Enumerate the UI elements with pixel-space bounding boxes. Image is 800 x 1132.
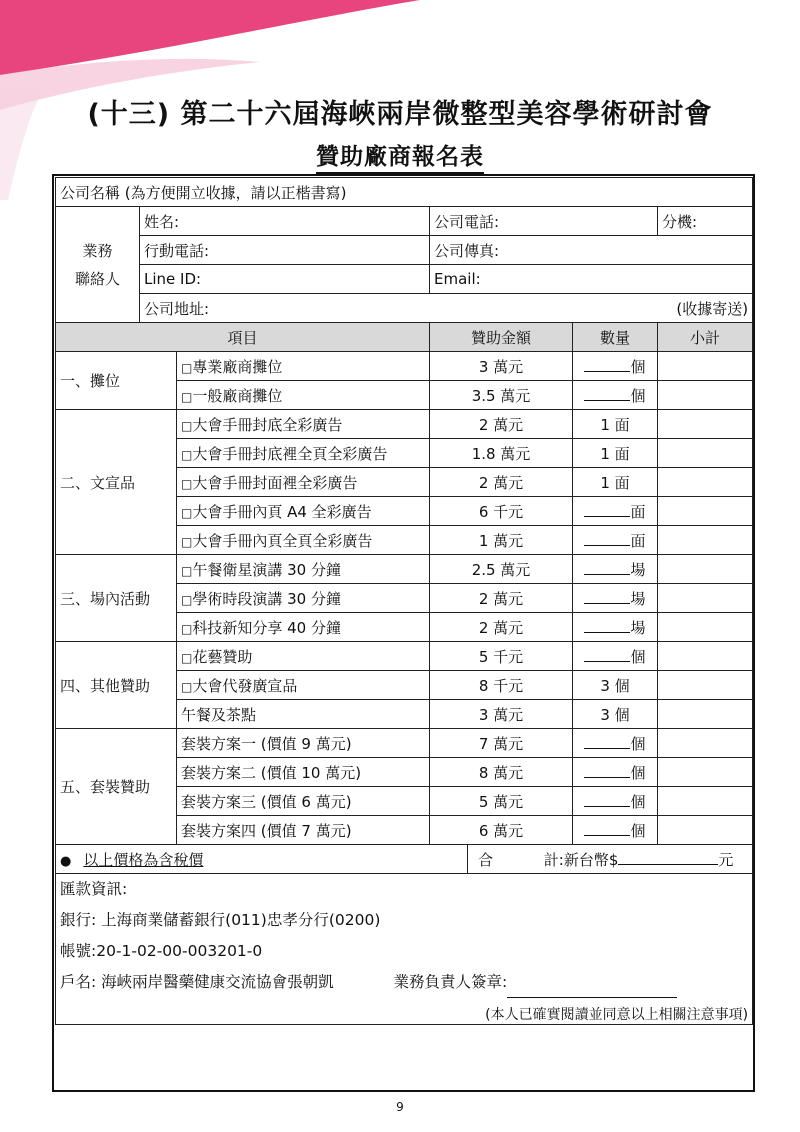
total-label-a: 合	[478, 850, 494, 869]
quantity-value: 1 面	[600, 444, 630, 463]
checkbox-icon[interactable]: □	[181, 679, 193, 694]
payment-bank: 銀行: 上海商業儲蓄銀行(011)忠孝分行(0200)	[60, 911, 381, 929]
subtitle-container	[0, 138, 800, 171]
item-row	[56, 642, 753, 671]
checkbox-icon[interactable]: □	[181, 418, 193, 433]
item-amount: 8 千元	[430, 671, 573, 700]
header-qty: 數量	[573, 323, 658, 352]
item-option[interactable]	[177, 526, 430, 555]
item-row	[56, 352, 753, 381]
contact-group-label	[56, 207, 140, 323]
item-subtotal[interactable]	[658, 381, 753, 410]
header-subtotal: 小計	[658, 323, 753, 352]
item-option[interactable]	[177, 729, 430, 758]
item-quantity	[573, 671, 658, 700]
payment-holder-line	[60, 967, 748, 998]
mobile-field[interactable]	[140, 236, 430, 265]
item-subtotal[interactable]	[658, 729, 753, 758]
quantity-value: 1 面	[600, 415, 630, 434]
item-option[interactable]	[177, 758, 430, 787]
item-subtotal[interactable]	[658, 671, 753, 700]
quantity-blank[interactable]	[584, 573, 630, 575]
email-label: Email:	[434, 270, 481, 288]
payment-info-cell	[56, 874, 753, 1025]
item-label: 一般廠商攤位	[192, 386, 283, 405]
quantity-blank[interactable]	[584, 834, 630, 836]
item-option[interactable]	[177, 787, 430, 816]
item-quantity[interactable]	[573, 526, 658, 555]
address-field[interactable]	[140, 294, 753, 323]
item-amount: 2 萬元	[430, 468, 573, 497]
checkbox-icon[interactable]: □	[181, 621, 193, 636]
item-option[interactable]	[177, 555, 430, 584]
item-amount: 2 萬元	[430, 613, 573, 642]
checkbox-icon[interactable]: □	[181, 447, 193, 462]
item-quantity[interactable]	[573, 497, 658, 526]
total-amount-blank[interactable]	[618, 864, 718, 865]
quantity-unit: 面	[630, 531, 646, 550]
item-amount: 3.5 萬元	[430, 381, 573, 410]
checkbox-icon[interactable]: □	[181, 563, 193, 578]
checkbox-icon[interactable]: □	[181, 650, 193, 665]
tax-note: 以上價格為含稅價	[83, 850, 204, 869]
item-quantity[interactable]	[573, 381, 658, 410]
item-quantity[interactable]	[573, 729, 658, 758]
item-label: 科技新知分享 40 分鐘	[192, 618, 341, 637]
item-label: 套裝方案二 (價值 10 萬元)	[181, 763, 362, 782]
quantity-unit: 場	[630, 618, 646, 637]
checkbox-icon[interactable]: □	[181, 592, 193, 607]
item-label: 午餐衛星演講 30 分鐘	[192, 560, 341, 579]
item-amount: 8 萬元	[430, 758, 573, 787]
item-label: 午餐及茶點	[181, 705, 257, 724]
item-subtotal[interactable]	[658, 439, 753, 468]
address-label: 公司地址:	[144, 299, 210, 318]
item-quantity[interactable]	[573, 613, 658, 642]
total-label-b: 計:新台幣$	[543, 850, 619, 869]
item-label: 套裝方案一 (價值 9 萬元)	[181, 734, 352, 753]
item-amount: 2 萬元	[430, 410, 573, 439]
item-row	[56, 729, 753, 758]
company-name-label: 公司名稱 (為方便開立收據，請以正楷書寫)	[60, 183, 347, 202]
item-option[interactable]	[177, 352, 430, 381]
items-header-row	[56, 323, 753, 352]
item-label: 學術時段演講 30 分鐘	[192, 589, 341, 608]
item-subtotal[interactable]	[658, 700, 753, 729]
item-option[interactable]	[177, 584, 430, 613]
company-phone-label: 公司電話:	[434, 212, 500, 231]
item-subtotal[interactable]	[658, 584, 753, 613]
item-subtotal[interactable]	[658, 468, 753, 497]
contact-label-line1: 業務	[82, 241, 113, 260]
item-quantity	[573, 439, 658, 468]
item-amount: 3 萬元	[430, 700, 573, 729]
item-option[interactable]	[177, 468, 430, 497]
item-amount: 5 千元	[430, 642, 573, 671]
quantity-blank[interactable]	[584, 515, 630, 517]
tax-note-cell	[56, 845, 468, 874]
company-name-field[interactable]	[56, 178, 753, 207]
company-phone-field[interactable]	[430, 207, 658, 236]
item-label: 花藝贊助	[192, 647, 253, 666]
quantity-blank[interactable]	[584, 660, 630, 662]
item-row	[56, 555, 753, 584]
item-quantity[interactable]	[573, 584, 658, 613]
item-subtotal[interactable]	[658, 352, 753, 381]
item-label: 套裝方案三 (價值 6 萬元)	[181, 792, 352, 811]
item-subtotal[interactable]	[658, 758, 753, 787]
quantity-unit: 個	[630, 357, 646, 376]
item-quantity[interactable]	[573, 555, 658, 584]
item-option[interactable]	[177, 642, 430, 671]
checkbox-icon[interactable]: □	[181, 476, 193, 491]
fax-field[interactable]	[430, 236, 753, 265]
checkbox-icon[interactable]: □	[181, 360, 193, 375]
consent-note: (本人已確實閱讀並同意以上相關注意事項)	[485, 1007, 749, 1023]
item-quantity[interactable]	[573, 642, 658, 671]
quantity-blank[interactable]	[584, 544, 630, 546]
quantity-unit: 個	[630, 647, 646, 666]
item-option[interactable]	[177, 613, 430, 642]
payment-account: 帳號:20-1-02-00-003201-0	[60, 942, 263, 960]
item-option[interactable]	[177, 816, 430, 845]
item-option[interactable]	[177, 671, 430, 700]
bullet-icon: ●	[60, 853, 72, 869]
page-number: 9	[396, 1100, 404, 1114]
name-label: 姓名:	[144, 212, 180, 231]
item-amount: 7 萬元	[430, 729, 573, 758]
quantity-unit: 個	[630, 734, 646, 753]
payment-holder: 戶名: 海峽兩岸醫藥健康交流協會張朝凱	[60, 973, 334, 991]
quantity-unit: 個	[630, 386, 646, 405]
item-label: 大會手冊內頁 A4 全彩廣告	[192, 502, 372, 521]
quantity-blank[interactable]	[584, 370, 630, 372]
item-amount: 1 萬元	[430, 526, 573, 555]
quantity-blank[interactable]	[584, 747, 630, 749]
quantity-blank[interactable]	[584, 631, 630, 633]
item-label: 大會手冊封面裡全彩廣告	[192, 473, 358, 492]
category-label: 一、攤位	[56, 352, 177, 410]
quantity-blank[interactable]	[584, 399, 630, 401]
item-quantity	[573, 468, 658, 497]
quantity-unit: 場	[630, 589, 646, 608]
item-amount: 3 萬元	[430, 352, 573, 381]
item-quantity	[573, 410, 658, 439]
quantity-unit: 場	[630, 560, 646, 579]
item-label: 大會手冊內頁全頁全彩廣告	[192, 531, 373, 550]
signature-label: 業務負責人簽章:	[393, 973, 508, 991]
quantity-unit: 個	[630, 792, 646, 811]
header-item: 項目	[56, 323, 430, 352]
checkbox-icon[interactable]: □	[181, 534, 193, 549]
grand-total-cell[interactable]	[468, 845, 753, 874]
item-subtotal[interactable]	[658, 787, 753, 816]
form-subtitle: 贊助廠商報名表	[316, 144, 484, 174]
item-quantity[interactable]	[573, 816, 658, 845]
category-label: 三、場內活動	[56, 555, 177, 642]
checkbox-icon[interactable]: □	[181, 505, 193, 520]
extension-field[interactable]	[658, 207, 753, 236]
item-quantity[interactable]	[573, 758, 658, 787]
item-subtotal[interactable]	[658, 613, 753, 642]
quantity-blank[interactable]	[584, 776, 630, 778]
quantity-value: 3 個	[600, 705, 630, 724]
item-subtotal[interactable]	[658, 526, 753, 555]
checkbox-icon[interactable]: □	[181, 389, 193, 404]
mobile-label: 行動電話:	[144, 241, 210, 260]
registration-form-table	[55, 177, 753, 1025]
item-amount: 6 萬元	[430, 816, 573, 845]
fax-label: 公司傳真:	[434, 241, 500, 260]
item-option[interactable]	[177, 700, 430, 729]
item-option[interactable]	[177, 497, 430, 526]
quantity-value: 3 個	[600, 676, 630, 695]
quantity-blank[interactable]	[584, 805, 630, 807]
email-field[interactable]	[430, 265, 753, 294]
quantity-blank[interactable]	[584, 602, 630, 604]
item-option[interactable]	[177, 439, 430, 468]
item-quantity[interactable]	[573, 352, 658, 381]
quantity-unit: 面	[630, 502, 646, 521]
item-amount: 2.5 萬元	[430, 555, 573, 584]
item-quantity[interactable]	[573, 787, 658, 816]
item-option[interactable]	[177, 410, 430, 439]
item-label: 專業廠商攤位	[192, 357, 283, 376]
item-subtotal[interactable]	[658, 410, 753, 439]
name-field[interactable]	[140, 207, 430, 236]
line-id-label: Line ID:	[144, 270, 202, 288]
item-subtotal[interactable]	[658, 816, 753, 845]
item-option[interactable]	[177, 381, 430, 410]
quantity-unit: 個	[630, 763, 646, 782]
payment-title: 匯款資訊:	[60, 880, 128, 898]
item-subtotal[interactable]	[658, 497, 753, 526]
item-label: 大會手冊封底全彩廣告	[192, 415, 343, 434]
item-quantity	[573, 700, 658, 729]
item-amount: 1.8 萬元	[430, 439, 573, 468]
signature-line[interactable]	[507, 983, 677, 998]
quantity-value: 1 面	[600, 473, 630, 492]
quantity-unit: 個	[630, 821, 646, 840]
category-label: 四、其他贊助	[56, 642, 177, 729]
item-amount: 5 萬元	[430, 787, 573, 816]
item-subtotal[interactable]	[658, 555, 753, 584]
item-amount: 6 千元	[430, 497, 573, 526]
page-title: (十三) 第二十六屆海峽兩岸微整型美容學術研討會	[87, 99, 713, 130]
item-row	[56, 410, 753, 439]
total-row	[56, 845, 753, 874]
item-amount: 2 萬元	[430, 584, 573, 613]
extension-label: 分機:	[662, 212, 698, 231]
item-label: 大會手冊封底裡全頁全彩廣告	[192, 444, 388, 463]
category-label: 二、文宣品	[56, 410, 177, 555]
item-label: 大會代發廣宣品	[192, 676, 298, 695]
receipt-note: (收據寄送)	[676, 299, 749, 318]
item-label: 套裝方案四 (價值 7 萬元)	[181, 821, 352, 840]
category-label: 五、套裝贊助	[56, 729, 177, 845]
line-id-field[interactable]	[140, 265, 430, 294]
contact-label-line2: 聯絡人	[74, 269, 120, 288]
item-subtotal[interactable]	[658, 642, 753, 671]
payment-info-row	[56, 874, 753, 1025]
header-amount: 贊助金額	[430, 323, 573, 352]
total-unit: 元	[718, 850, 734, 869]
